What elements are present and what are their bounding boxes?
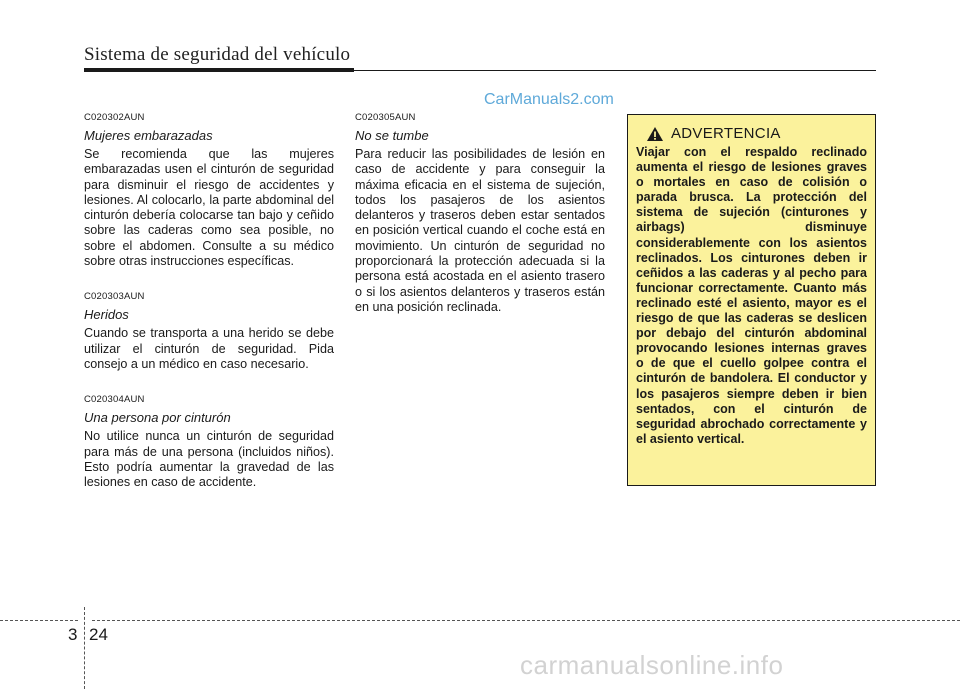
footer-rule-left [0, 620, 78, 621]
section-code: C020302AUN [84, 112, 145, 123]
warning-triangle-icon [646, 126, 664, 142]
header-rule-thin [354, 70, 876, 71]
header-rule-thick [84, 68, 354, 72]
footer-rule-right [92, 620, 960, 621]
section-no-recline [355, 112, 605, 315]
section-heading: Heridos [84, 307, 129, 323]
section-one-person [84, 394, 334, 490]
watermark-top: CarManuals2.com [484, 91, 614, 108]
section-body: Para reducir las posibilidades de lesión en caso de accidente y para conseguir la máxima eficacia en el sistema de sujeción, todos los pasajeros de los asientos delanteros y traseros deben estar sentados en posición vertical cuando el coche está en movimiento. Un cinturón de seguridad no proporcionará la protección adecuada si la persona está acostada en el asiento trasero o si los asientos delanteros y traseros están en una posición reclinada. [355, 147, 605, 314]
footer-divider [84, 607, 85, 689]
page-header-title: Sistema de seguridad del vehículo [84, 44, 351, 65]
warning-text: Viajar con el respaldo reclinado aumenta el riesgo de lesiones graves o mortales en caso de colisión o parada brusca. La protección del sistema de sujeción (cinturones y airbags) disminuye considerablemente con los asientos reclinados. Los cinturones deben ir ceñidos a las caderas y al pecho para funcionar correctamente. Cuanto más reclinado esté el asiento, mayor es el riesgo de que las caderas se deslicen por debajo del cinturón abdominal provocando lesiones internas graves o de que el cuello golpee contra el cinturón de bandolera. El conductor y los pasajeros siempre deben ir bien sentados, con el cinturón de seguridad abrochado correctamente y el asiento vertical. [636, 145, 867, 446]
section-heading: Una persona por cinturón [84, 410, 231, 426]
warning-title: ADVERTENCIA [671, 125, 781, 142]
middle-column [355, 112, 605, 337]
page-number: 24 [89, 625, 108, 644]
chapter-number: 3 [68, 625, 78, 644]
section-code: C020304AUN [84, 394, 145, 406]
warning-title-row [646, 125, 867, 142]
section-heading: No se tumbe [355, 128, 429, 143]
section-pregnant [84, 112, 334, 269]
left-column [84, 112, 334, 512]
section-heading: Mujeres embarazadas [84, 128, 213, 143]
section-code: C020303AUN [84, 291, 145, 303]
section-body: No utilice nunca un cinturón de seguridad para más de una persona (incluidos niños). Esto podría aumentar la gravedad de las lesiones en caso de accidente. [84, 429, 334, 490]
section-code: C020305AUN [355, 112, 416, 123]
warning-box [627, 114, 876, 486]
watermark-bottom: carmanualsonline.info [520, 650, 784, 680]
section-body: Cuando se transporta a una herido se debe utilizar el cinturón de seguridad. Pida consejo a un médico en caso necesario. [84, 326, 334, 371]
section-injured [84, 291, 334, 372]
section-body: Se recomienda que las mujeres embarazadas usen el cinturón de seguridad para disminuir el riesgo de accidentes y lesiones. Al colocarlo, la parte abdominal del cinturón debería colocarse tan bajo y ceñido sobre las caderas como sea posible, no sobre el abdomen. Consulte a su médico sobre otras instrucciones específicas. [84, 147, 334, 269]
